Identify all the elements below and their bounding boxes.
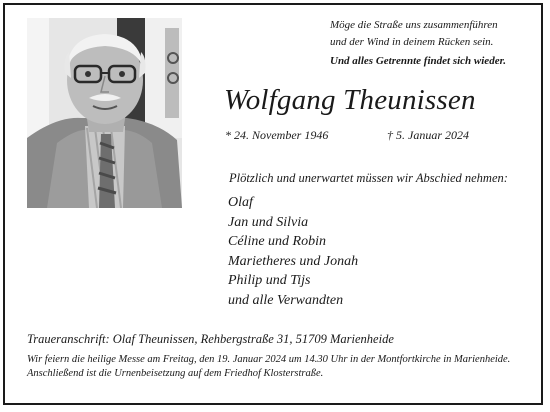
mourners-list	[228, 193, 358, 310]
poem-verse	[330, 17, 530, 70]
death-date: † 5. Januar 2024	[387, 128, 469, 142]
poem-line-3: Und alles Getrennte findet sich wieder.	[330, 55, 506, 67]
birth-date: * 24. November 1946	[225, 128, 329, 142]
mass-info: Wir feiern die heilige Messe am Freitag, den 19. Januar 2024 um 14.30 Uhr in der Montfortkirche in Marienheide.	[27, 354, 511, 365]
mourner-item: Jan und Silvia	[228, 214, 309, 230]
poem-line-2: und der Wind in deinem Rücken sein.	[330, 36, 494, 48]
mourner-item: Olaf	[228, 195, 253, 210]
poem-line-1: Möge die Straße uns zusammenführen	[330, 19, 498, 31]
deceased-name: Wolfgang Theunissen	[224, 84, 476, 116]
portrait-photo	[27, 18, 182, 208]
mourner-item: Céline und Robin	[228, 234, 326, 249]
announcement-text: Plötzlich und unerwartet müssen wir Abschied nehmen:	[229, 171, 508, 185]
mourner-item: Marietheres und Jonah	[228, 253, 359, 269]
burial-info: Anschließend ist die Urnenbeisetzung auf dem Friedhof Klosterstraße.	[27, 367, 324, 379]
mourner-item: und alle Verwandten	[228, 292, 344, 308]
mourner-item: Philip und Tijs	[228, 273, 311, 288]
service-details	[27, 353, 527, 380]
condolence-address: Traueranschrift: Olaf Theunissen, Rehbergstraße 31, 51709 Marienheide	[27, 332, 394, 346]
